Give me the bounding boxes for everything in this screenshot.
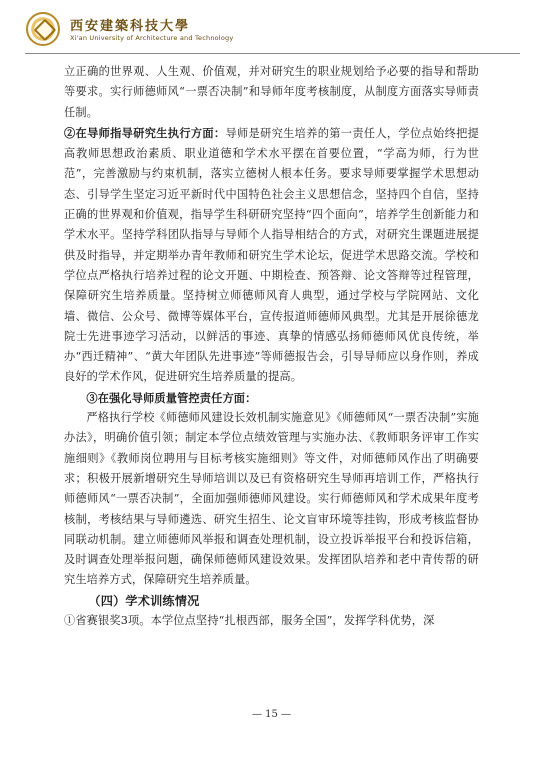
paragraph-3-heading: ③在强化导师质量管控责任方面：: [86, 390, 257, 405]
paragraph-2-lead: ②在导师指导研究生执行方面：: [64, 125, 226, 140]
paragraph-1: 立正确的世界观、人生观、价值观，并对研究生的职业规划给予必要的指导和帮助等要求。实行师德师风“一票否决制”和导师年度考核制度，从制度方面落实导师责任制。: [64, 65, 479, 119]
paragraph-2: [64, 123, 479, 388]
paragraph-4: ①省赛银奖3项。本学位点坚持“扎根西部，服务全国”，发挥学科优势，深: [64, 614, 435, 628]
university-name-cn: 西安建築科技大學: [70, 19, 191, 34]
header-divider: [25, 53, 520, 54]
university-name-en: Xi'an University of Architecture and Technology: [70, 34, 234, 42]
page-number: — 15 —: [251, 709, 292, 720]
page-header: [0, 0, 543, 58]
section-heading: （四）学术训练情况: [88, 593, 200, 608]
paragraph-2-text: 导师是研究生培养的第一责任人，学位点始终把提高教师思想政治素质、职业道德和学术水平摆在首要位置，“学高为师，行为世范”，完善激励与约束机制，落实立德树人根本任务。要求导师要掌握学术思想动态、引导学生坚定习近平新时代中国特色社会主义思想信念，坚持四个自信，坚持正确的世界观和价值观，指导学生科研研究坚持“四个面向”，培养学生创新能力和学术水平。坚持学科团队指导与导师个人指导相结合的方式，对研究生课题进展提供及时指导，并定期举办青年教师和研究生学术论坛，促进学术思路交流。学校和学位点严格执行培养过程的论文开题、中期检查、预答辩、论文答辩等过程管理，保障研究生培养质量。坚持树立师德师风育人典型，通过学校与学院网站、文化墙、微信、公众号、微博等媒体平台，宣传报道师德师风典型。尤其是开展徐德龙院士先进事迹学习活动，以鲜活的事迹、真挚的情感弘扬师德师风优良传统，举办“西迁精神”、“黄大年团队先进事迹”等师德报告会，引导导师应以身作则，养成良好的学术作风，促进研究生培养质量的提高。: [64, 126, 479, 384]
university-logo-icon: [26, 12, 60, 46]
paragraph-3: 严格执行学校《师德师风建设长效机制实施意见》《师德师风“一票否决制”实施办法》，明确价值引领；制定本学位点绩效管理与实施办法、《教师职务评审工作实施细则》《教师岗位聘用与目标考核实施细则》等文件，对师德师风作出了明确要求；积极开展新增研究生导师培训以及已有资格研究生导师再培训工作，严格执行师德师风“一票否决制”，全面加强师德师风建设。实行师德师风和学术成果年度考核制，考核结果与导师遴选、研究生招生、论文盲审环境等挂钩，形成考核监督协同联动机制。建立师德师风举报和调查处理机制，设立投诉举报平台和投诉信箱，及时调查处理举报问题，确保师德师风建设效果。发挥团队培养和老中青传帮的研究生培养方式，保障研究生培养质量。: [64, 411, 479, 587]
document-body: [64, 62, 479, 631]
